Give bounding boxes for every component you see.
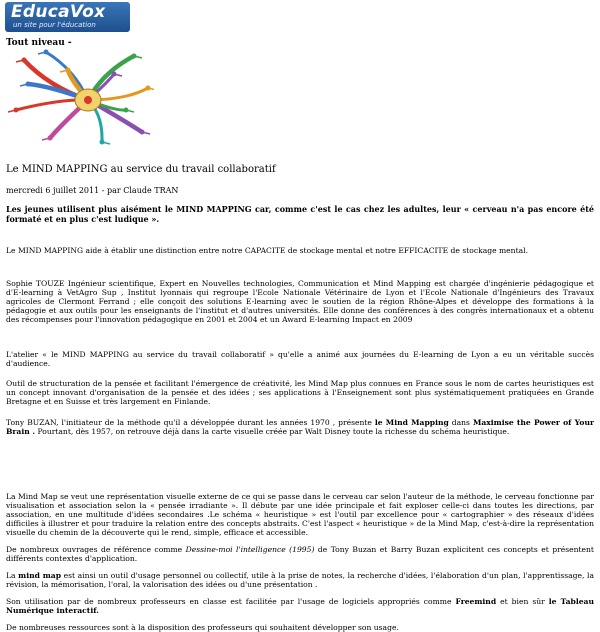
paragraph-capacite: Le MIND MAPPING aide à établir une distinction entre notre CAPACITE de stockage mental et notre EFFICACITE de stockage mental. [6, 246, 528, 255]
mind-map-node [132, 54, 137, 59]
text-run: Pourtant, dès 1957, on retrouve déjà dans la carte visuelle créée par Walt Disney toute la richesse du schéma heuristique. [35, 427, 510, 436]
paragraph-sophie-touze: Sophie TOUZE Ingénieur scientifique, Expert en Nouvelles technologies, Communication et Mind Mapping est chargée d'ingénierie pédagogique et d'E-learning à VetAgro Sup , Institut lyonnais qui regroupe l'Ecole Nationale Vétérinaire de Lyon et l'Ecole Nationale d'Ingénieurs des Travaux agricoles de Clermont Ferrand ; elle conçoit des solutions E-learning avec le soutien de la région Rhône-Alpes et développe des formations à la pédagogie et aux outils pour les enseignants de l'institut et d'autres universités. Elle donne des conférences à des congrès internationaux et a obtenu des récompenses pour l'innovation pédagogique en 2001 et 2004 et un Award E-learning Impact en 2009 [6, 279, 594, 324]
educavox-logo[interactable] [5, 2, 130, 32]
paragraph-usage [6, 571, 594, 589]
text-run: et bien sûr [496, 597, 549, 606]
text-run-bold: le Mind Mapping [374, 418, 449, 427]
text-run: est ainsi un outil d'usage personnel ou collectif, utile à la prise de notes, la recherche d'idées, l'élaboration d'un plan, l'apprentissage, la révision, la mémorisation, l'oral, la valorisation des idées ou d'une présentation . [6, 571, 594, 589]
mind-map-node [100, 140, 105, 145]
text-run-bold: mind map [18, 571, 62, 580]
mind-map-node [66, 68, 71, 73]
mind-map-node [48, 136, 53, 141]
article-title: Le MIND MAPPING au service du travail collaboratif [6, 164, 276, 175]
mind-map-node [14, 108, 19, 113]
tni-link[interactable]: le Tableau Numérique interactif. [6, 597, 594, 615]
mind-map-node [140, 130, 145, 135]
book-title: Maximise the Power of Your Brain . [6, 418, 595, 436]
mind-map-center-dot [84, 96, 92, 104]
book-title: Dessine-moi l'intelligence (1995) [185, 545, 315, 554]
article-body [6, 165, 594, 632]
logo-text: EducaVox [11, 2, 106, 22]
paragraph-outil: Outil de structuration de la pensée et facilitant l'émergence de créativité, les Mind Map plus connues en France sous le nom de cartes heuristiques est un concept innovant d'organisation de la pensée et des idées ; ses applications à l'Enseignement sont plus systématiquement pratiquées en Grande Bretagne et en Suisse et très largement en Finlande. [6, 379, 594, 406]
mind-map-node [146, 86, 151, 91]
freemind-link[interactable]: Freemind [455, 597, 497, 606]
mind-map-node [44, 50, 49, 55]
text-run: de Tony Buzan et Barry Buzan explicitent ces concepts et présentent différents contextes d'application. [6, 545, 594, 563]
article-lead: Les jeunes utilisent plus aisément le MIND MAPPING car, comme c'est le cas chez les adultes, leur « cerveau n'a pas encore été formaté et en plus c'est ludique ». [6, 204, 594, 224]
paragraph-ouvrages [6, 545, 594, 563]
mind-map-node [112, 72, 117, 77]
level-label: Tout niveau - [6, 38, 72, 48]
paragraph-tony-buzan [6, 418, 594, 436]
mind-map-node [22, 58, 27, 63]
mind-map-illustration [6, 48, 154, 146]
paragraph-ressources: De nombreuses ressources sont à la disposition des professeurs qui souhaitent développer son usage. [6, 623, 399, 632]
logo-tagline: un site pour l'éducation [13, 21, 96, 29]
article-meta: mercredi 6 juillet 2011 - par Claude TRAN [6, 186, 179, 195]
text-run: Tony BUZAN, l'initiateur de la méthode qu'il a développée durant les années 1970 , présente [6, 418, 375, 427]
mind-map-node [124, 108, 129, 113]
mind-map-node [26, 82, 31, 87]
text-run: Son utilisation par de nombreux professeurs en classe est facilitée par l'usage de logiciels appropriés comme [6, 597, 456, 606]
paragraph-mind-map-definition: La Mind Map se veut une représentation visuelle externe de ce qui se passe dans le cerveau car selon l'auteur de la méthode, le cerveau fonctionne par visualisation et association selon la « pensée irradiante ». Il débute par une idée principale et fait exploser celle-ci dans toutes les directions, par association, en une multitude d'idées secondaires .Le schéma « heuristique » est l'outil par excellence pour « cartographier » des réseaux d'idées difficiles à illustrer et pour traduire la relation entre des concepts abstraits. C'est l'aspect « heuristique » de la Mind Map, c'est-à-dire la représentation visuelle du chemin de la découverte qui le rend, simple, efficace et accessible. [6, 492, 594, 537]
text-run: De nombreux ouvrages de référence comme [6, 545, 186, 554]
text-run: La [6, 571, 19, 580]
text-run: dans [448, 418, 473, 427]
paragraph-atelier: L'atelier « le MIND MAPPING au service du travail collaboratif » qu'elle a animé aux journées du E-learning de Lyon a eu un véritable succès d'audience. [6, 350, 594, 368]
